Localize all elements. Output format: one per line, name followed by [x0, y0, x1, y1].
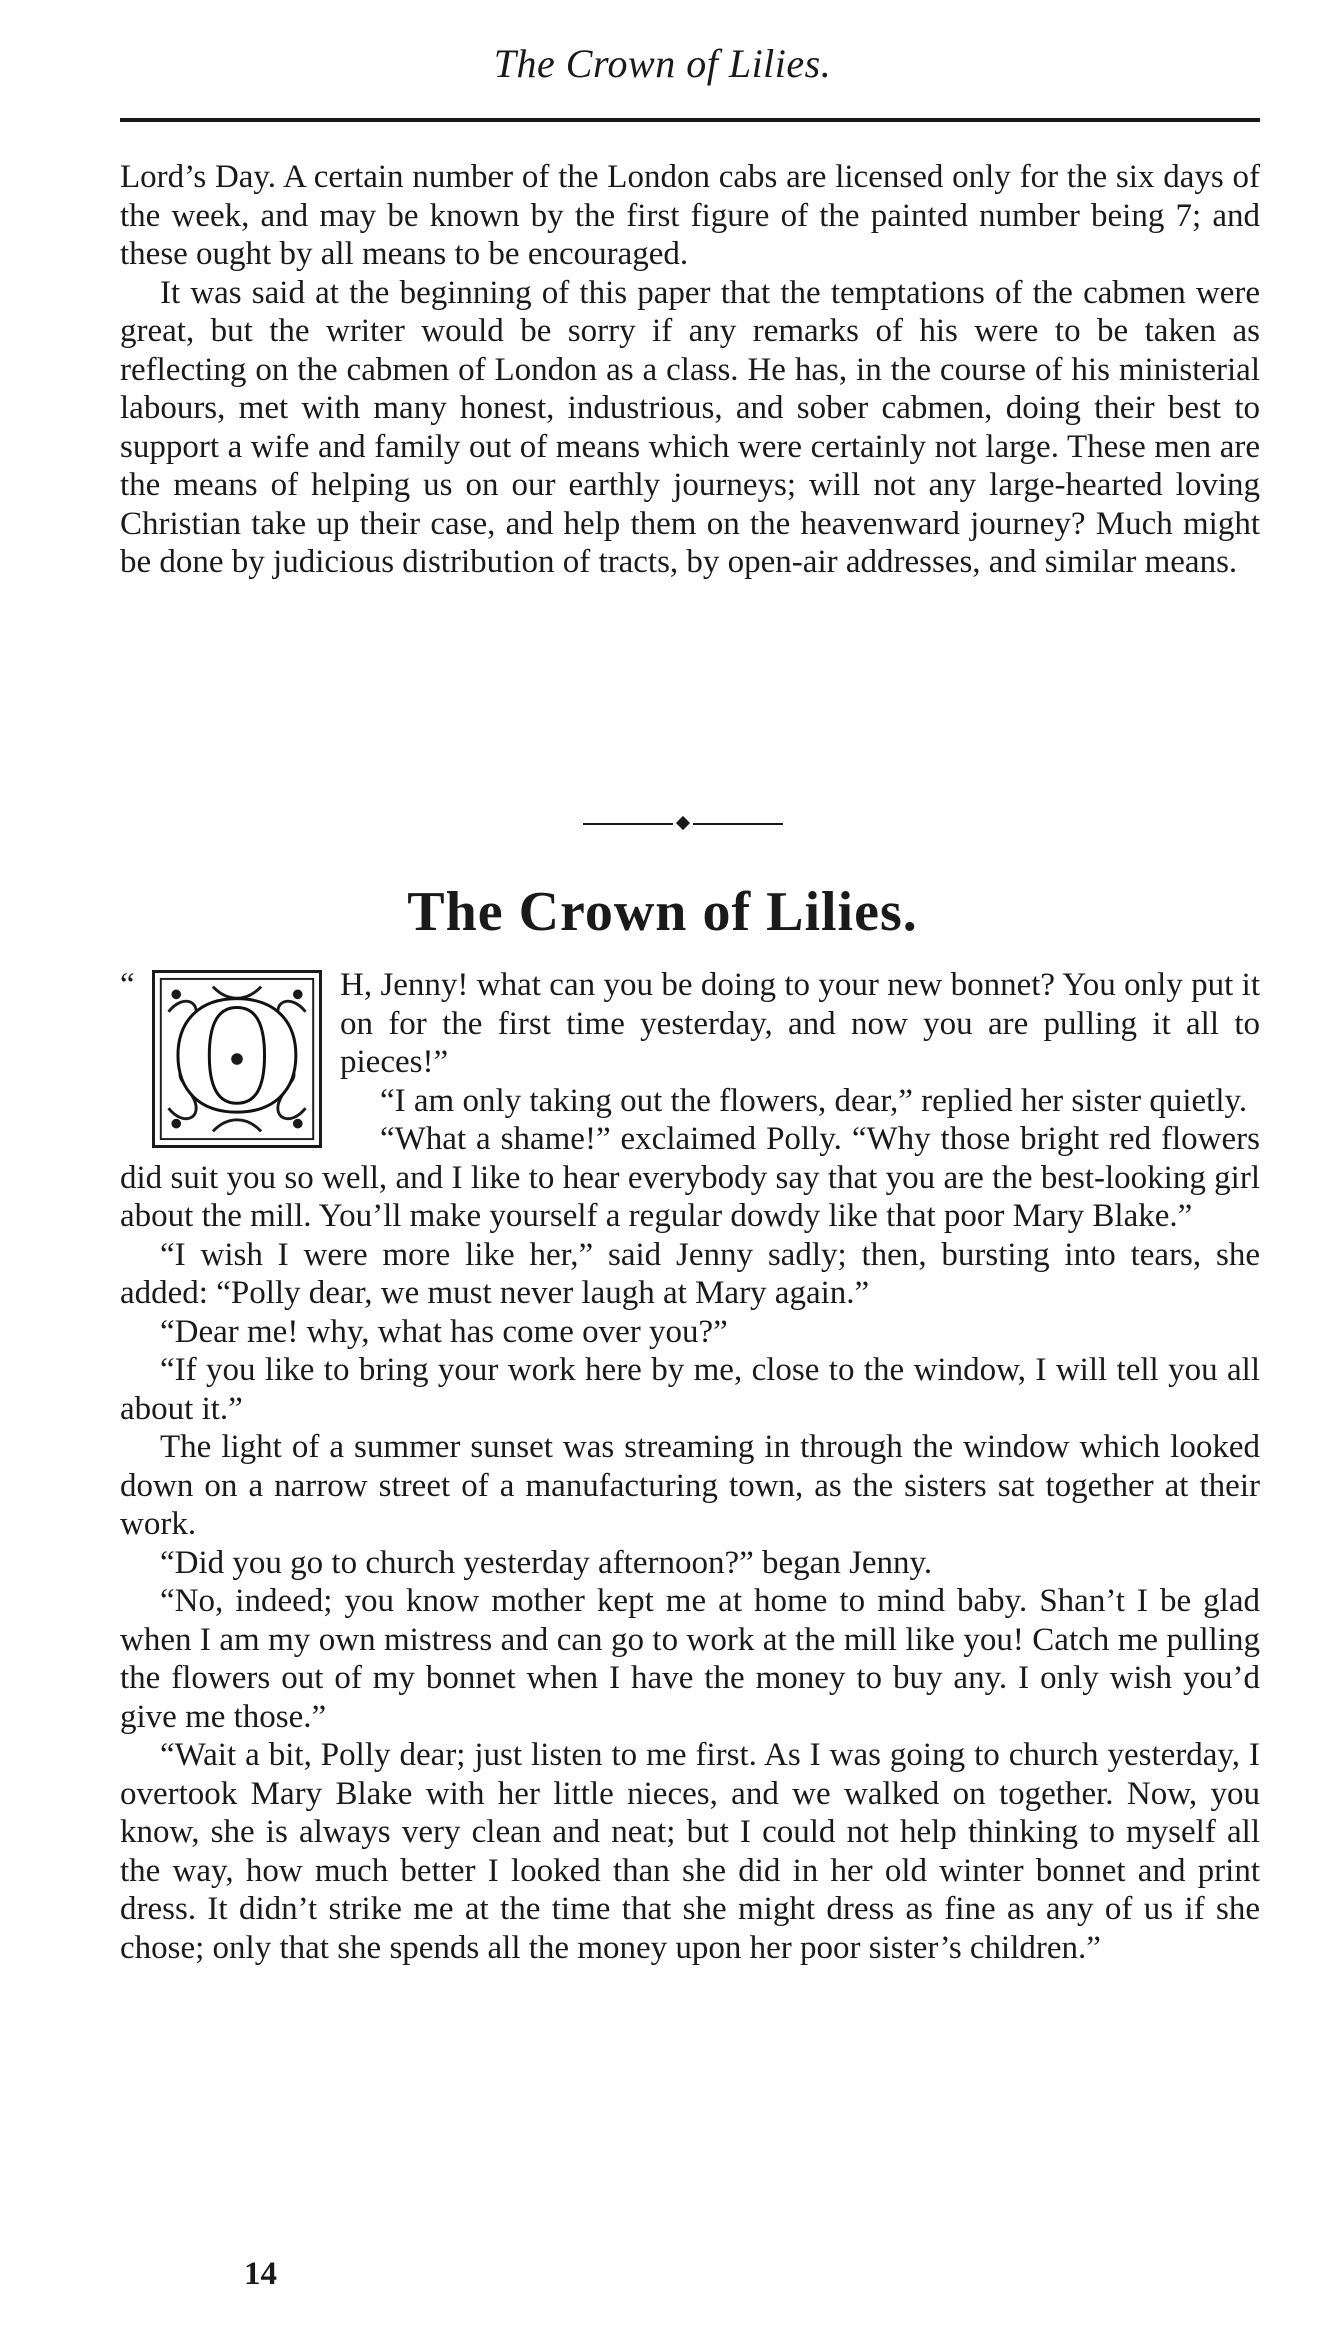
header-rule: [120, 118, 1260, 122]
story-paragraph-8: “Did you go to church yesterday afternoon?” began Jenny.: [160, 1544, 933, 1581]
page-number: 14: [244, 2256, 277, 2292]
story-paragraph-10: “Wait a bit, Polly dear; just listen to me first. As I was going to church yesterday, I overtook Mary Blake with her little nieces, and we walked on together. Now, you know, she is always very clean and neat; but I could not help thinking to myself all the way, how much better I looked than she did in her old winter bonnet and print dress. It didn’t strike me at the time that she might dress as fine as any of us if she chose; only that she spends all the money upon her poor sister’s children.”: [120, 1737, 1260, 1966]
story-paragraph-6: “If you like to bring your work here by me, close to the window, I will tell you all about it.”: [120, 1352, 1260, 1427]
opening-quote-mark: “: [120, 967, 135, 1003]
intro-paragraph-2: It was said at the beginning of this paper that the temptations of the cabmen were great, but the writer would be sorry if any remarks of his were to be taken as reflecting on the cabmen of London as a class. He has, in the course of his ministerial labours, met with many honest, industrious, and sober cabmen, doing their best to support a wife and family out of means which were certainly not large. These men are the means of helping us on our earthly journeys; will not any large-hearted loving Christian take up their case, and help them on the heavenward journey? Much might be done by judicious distribution of tracts, by open-air addresses, and similar means.: [120, 274, 1260, 580]
divider-left-rule: [583, 823, 673, 825]
story-paragraph-5: “Dear me! why, what has come over you?”: [160, 1313, 728, 1350]
opening-paragraph: [120, 966, 1260, 1146]
ornamental-drop-cap: [152, 970, 322, 1148]
story-section: [120, 966, 1260, 1967]
story-paragraph-1: H, Jenny! what can you be doing to your new bonnet? You only put it on for the first time yesterday, and now you are pulling it all to pieces!”: [340, 967, 1260, 1080]
intro-paragraph-1: Lord’s Day. A certain number of the London cabs are licensed only for the six days of the week, and may be known by the first figure of the painted number being 7; and these ought by all means to be encouraged.: [120, 159, 1260, 272]
story-title: The Crown of Lilies.: [407, 881, 918, 943]
story-paragraph-2: “I am only taking out the flowers, dear,” replied her sister quietly.: [380, 1082, 1248, 1119]
story-paragraph-4: “I wish I were more like her,” said Jenny sadly; then, bursting into tears, she added: “Polly dear, we must never laugh at Mary again.”: [120, 1236, 1260, 1311]
intro-section: [120, 158, 1260, 582]
running-head: The Crown of Lilies.: [493, 41, 832, 86]
story-paragraph-7: The light of a summer sunset was streaming in through the window which looked down on a narrow street of a manufacturing town, as the sisters sat together at their work.: [120, 1429, 1260, 1542]
section-divider: [583, 822, 783, 826]
drop-cap-letter: O: [171, 970, 303, 1146]
story-paragraph-9: “No, indeed; you know mother kept me at home to mind baby. Shan’t I be glad when I am my own mistress and can go to work at the mill like you! Catch me pulling the flowers out of my bonnet when I have the money to buy any. I only wish you’d give me those.”: [120, 1583, 1260, 1735]
story-paragraph-3: “What a shame!” exclaimed Polly. “Why those bright red flowers did suit you so well, and I like to hear everybody say that you are the best-looking girl about the mill. You’ll make yourself a regular dowdy like that poor Mary Blake.”: [120, 1121, 1260, 1234]
divider-diamond-ornament: [676, 816, 690, 830]
divider-right-rule: [693, 823, 783, 825]
